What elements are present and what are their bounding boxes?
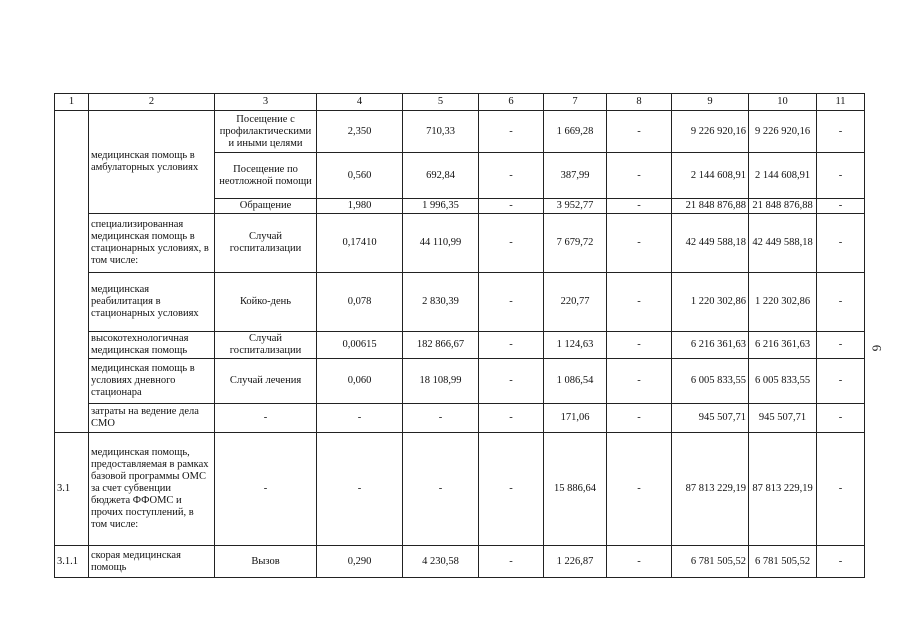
unit: - [215, 404, 317, 433]
cell: 1 996,35 [403, 199, 479, 214]
table-row [55, 433, 865, 546]
service-type: медицинская помощь, предоставляемая в рамках базовой программы ОМС за счет субвенции бюджета ФФОМС и прочих поступлений, в том числе: [89, 433, 215, 546]
cell: 2 144 608,91 [672, 153, 749, 199]
cell: 87 813 229,19 [749, 433, 817, 546]
cell: 0,00615 [317, 332, 403, 359]
service-type: медицинская помощь в амбулаторных условиях [89, 111, 215, 214]
cell: 1,980 [317, 199, 403, 214]
cell: 945 507,71 [749, 404, 817, 433]
cell: - [403, 433, 479, 546]
service-type: скорая медицинская помощь [89, 546, 215, 578]
unit: Посещение с профилактическими и иными целями [215, 111, 317, 153]
cell: 2 830,39 [403, 273, 479, 332]
table-row [55, 111, 865, 153]
table-row [55, 359, 865, 404]
cell: - [607, 404, 672, 433]
cell: 945 507,71 [672, 404, 749, 433]
table-row [55, 214, 865, 273]
cell: - [817, 359, 865, 404]
cell: - [607, 214, 672, 273]
service-type: затраты на ведение дела СМО [89, 404, 215, 433]
unit: Койко-день [215, 273, 317, 332]
cell: - [317, 404, 403, 433]
cell: - [479, 404, 544, 433]
cell: 6 005 833,55 [749, 359, 817, 404]
header-cell: 3 [215, 94, 317, 111]
cell: 6 216 361,63 [672, 332, 749, 359]
service-type: специализированная медицинская помощь в стационарных условиях, в том числе: [89, 214, 215, 273]
cell: 0,560 [317, 153, 403, 199]
cell: 0,060 [317, 359, 403, 404]
cell: 6 005 833,55 [672, 359, 749, 404]
cell: - [479, 433, 544, 546]
cell: - [479, 153, 544, 199]
service-type: медицинская помощь в условиях дневного стационара [89, 359, 215, 404]
table-row [55, 273, 865, 332]
cell: - [607, 332, 672, 359]
cell: - [607, 111, 672, 153]
cell: 0,078 [317, 273, 403, 332]
unit: Вызов [215, 546, 317, 578]
cell: 2 144 608,91 [749, 153, 817, 199]
cell: - [479, 111, 544, 153]
header-cell: 1 [55, 94, 89, 111]
row-number [55, 111, 89, 433]
cell: 2,350 [317, 111, 403, 153]
cell: - [817, 332, 865, 359]
cell: - [817, 214, 865, 273]
table-row [55, 404, 865, 433]
header-cell: 4 [317, 94, 403, 111]
unit: Случай госпитализации [215, 214, 317, 273]
header-cell: 6 [479, 94, 544, 111]
cell: 7 679,72 [544, 214, 607, 273]
cell: 692,84 [403, 153, 479, 199]
cell: 9 226 920,16 [672, 111, 749, 153]
cell: - [479, 199, 544, 214]
unit: Посещение по неотложной помощи [215, 153, 317, 199]
cell: 1 124,63 [544, 332, 607, 359]
cell: - [607, 153, 672, 199]
service-type: высокотехнологичная медицинская помощь [89, 332, 215, 359]
cell: 42 449 588,18 [749, 214, 817, 273]
unit: Случай госпитализации [215, 332, 317, 359]
cell: - [479, 546, 544, 578]
cell: - [817, 111, 865, 153]
data-table [54, 93, 865, 578]
cell: 4 230,58 [403, 546, 479, 578]
cell: - [817, 199, 865, 214]
cell: 44 110,99 [403, 214, 479, 273]
cell: 220,77 [544, 273, 607, 332]
cell: - [479, 273, 544, 332]
cell: 182 866,67 [403, 332, 479, 359]
cell: - [817, 546, 865, 578]
page-number: 6 [869, 344, 885, 352]
header-row [55, 94, 865, 111]
cell: - [607, 546, 672, 578]
cell: 1 226,87 [544, 546, 607, 578]
cell: 710,33 [403, 111, 479, 153]
header-cell: 5 [403, 94, 479, 111]
cell: - [817, 433, 865, 546]
cell: 1 669,28 [544, 111, 607, 153]
table-row [55, 546, 865, 578]
cell: - [817, 404, 865, 433]
cell: 42 449 588,18 [672, 214, 749, 273]
header-cell: 10 [749, 94, 817, 111]
unit: Обращение [215, 199, 317, 214]
cell: - [479, 359, 544, 404]
cell: 1 220 302,86 [672, 273, 749, 332]
unit: Случай лечения [215, 359, 317, 404]
header-cell: 2 [89, 94, 215, 111]
cell: 0,17410 [317, 214, 403, 273]
cell: 1 220 302,86 [749, 273, 817, 332]
cell: 15 886,64 [544, 433, 607, 546]
cell: - [607, 199, 672, 214]
header-cell: 7 [544, 94, 607, 111]
header-cell: 11 [817, 94, 865, 111]
cell: - [479, 214, 544, 273]
cell: 387,99 [544, 153, 607, 199]
cell: 6 781 505,52 [749, 546, 817, 578]
cell: 3 952,77 [544, 199, 607, 214]
cell: 21 848 876,88 [672, 199, 749, 214]
row-number: 3.1 [55, 433, 89, 546]
cell: 6 216 361,63 [749, 332, 817, 359]
cell: - [317, 433, 403, 546]
unit: - [215, 433, 317, 546]
table-row [55, 332, 865, 359]
cell: - [607, 433, 672, 546]
cell: - [817, 153, 865, 199]
cell: 0,290 [317, 546, 403, 578]
cell: 87 813 229,19 [672, 433, 749, 546]
cell: - [403, 404, 479, 433]
cell: 18 108,99 [403, 359, 479, 404]
cell: 9 226 920,16 [749, 111, 817, 153]
cell: - [479, 332, 544, 359]
cell: 171,06 [544, 404, 607, 433]
cell: - [607, 273, 672, 332]
row-number: 3.1.1 [55, 546, 89, 578]
cell: - [817, 273, 865, 332]
header-cell: 9 [672, 94, 749, 111]
service-type: медицинская реабилитация в стационарных условиях [89, 273, 215, 332]
cell: 21 848 876,88 [749, 199, 817, 214]
cell: - [607, 359, 672, 404]
cell: 6 781 505,52 [672, 546, 749, 578]
header-cell: 8 [607, 94, 672, 111]
cell: 1 086,54 [544, 359, 607, 404]
